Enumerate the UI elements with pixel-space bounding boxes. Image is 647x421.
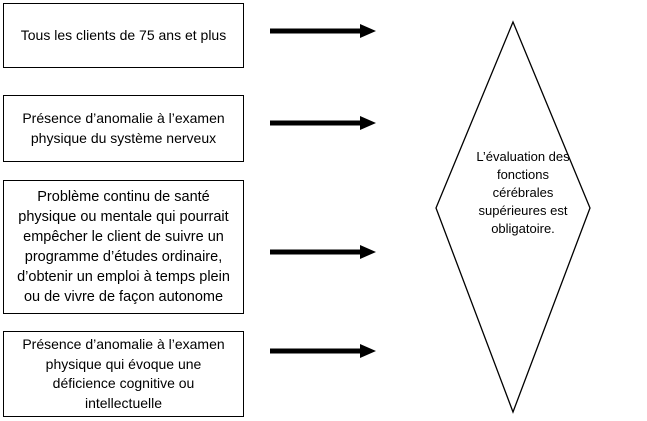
arrow-2 bbox=[270, 116, 376, 130]
arrow-4 bbox=[270, 344, 376, 358]
criterion-text-cognitive-deficiency: Présence d’anomalie à l’examen physique qui évoque une déficience cognitive ou intellectuelle bbox=[22, 336, 225, 411]
arrow-1 bbox=[270, 24, 376, 38]
criterion-box-health-problem bbox=[3, 180, 244, 314]
criterion-text-nervous-system: Présence d’anomalie à l’examen physique du système nerveux bbox=[22, 110, 225, 146]
criterion-box-cognitive-deficiency bbox=[3, 331, 244, 417]
criterion-text-health-problem: Problème continu de santé physique ou mentale qui pourrait empêcher le client de suivre un programme d’études ordinaire, d’obtenir un emploi à temps plein ou de vivre de façon autonome bbox=[17, 189, 230, 305]
arrow-3 bbox=[270, 245, 376, 259]
criterion-box-nervous-system bbox=[3, 95, 244, 162]
criterion-text-age: Tous les clients de 75 ans et plus bbox=[20, 26, 227, 43]
criterion-box-age bbox=[3, 3, 244, 68]
decision-text: L’évaluation des fonctions cérébrales supérieures est obligatoire. bbox=[476, 149, 570, 236]
